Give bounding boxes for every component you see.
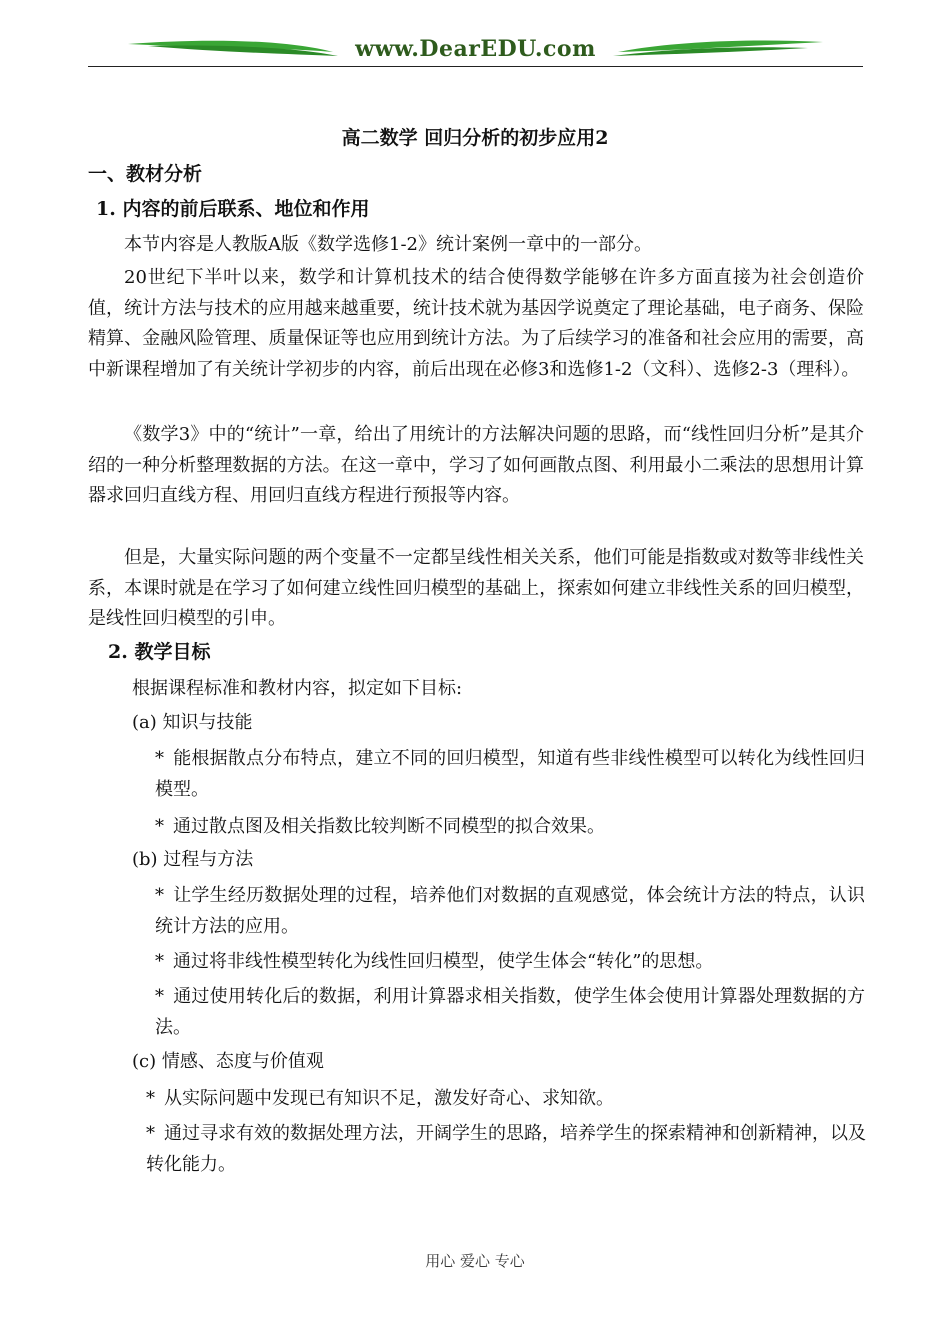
objective-b-item-2-text: 通过将非线性模型转化为线性回归模型，使学生体会“转化”的思想。 [173, 951, 714, 972]
objective-b-item-2 [155, 946, 865, 977]
objective-b-item-1 [155, 880, 865, 942]
paragraph-1-text: 本节内容是人教版A版《数学选修1-2》统计案例一章中的一部分。 [124, 234, 652, 255]
paragraph-3 [88, 420, 864, 512]
page-title: 高二数学 回归分析的初步应用2 [341, 127, 609, 149]
bullet-star: * [155, 885, 164, 906]
objective-a-item-1 [155, 743, 865, 805]
paragraph-3-text: 《数学3》中的“统计”一章，给出了用统计的方法解决问题的思路，而“线性回归分析”是其介绍的一种分析整理数据的方法。在这一章中，学习了如何画散点图、利用最小二乘法的思想用计算器求回归直线方程、用回归直线方程进行预报等内容。 [88, 424, 864, 506]
bullet-star: * [155, 816, 164, 837]
section-heading: 一、教材分析 [88, 163, 203, 185]
site-name: www.DearEDU.com [355, 36, 596, 62]
objective-a-item-2-text: 通过散点图及相关指数比较判断不同模型的拟合效果。 [173, 816, 605, 837]
bullet-star: * [155, 951, 164, 972]
bullet-star: * [146, 1088, 155, 1109]
objective-group-b-label: (b) 过程与方法 [132, 849, 254, 870]
objective-c-item-2-text: 通过寻求有效的数据处理方法，开阔学生的思路，培养学生的探索精神和创新精神，以及转化能力。 [146, 1123, 866, 1175]
objective-c-item-1-text: 从实际问题中发现已有知识不足，激发好奇心、求知欲。 [164, 1088, 614, 1109]
paragraph-2 [88, 263, 864, 385]
subsection-heading-2: 2. 教学目标 [108, 641, 211, 663]
objective-group-c-label: (c) 情感、态度与价值观 [132, 1051, 324, 1072]
paragraph-4 [88, 543, 864, 635]
bullet-star: * [155, 748, 164, 769]
objective-c-item-2 [146, 1118, 866, 1180]
paragraph-2-text: 20世纪下半叶以来，数学和计算机技术的结合使得数学能够在许多方面直接为社会创造价值，统计方法与技术的应用越来越重要，统计技术就为基因学说奠定了理论基础，电子商务、保险精算、金融风险管理、质量保证等也应用到统计方法。为了后续学习的准备和社会应用的需要，高中新课程增加了有关统计学初步的内容，前后出现在必修3和选修1-2（文科）、选修2-3（理科）。 [88, 267, 864, 380]
paragraph-1 [88, 230, 864, 261]
page-footer: 用心 爱心 专心 [425, 1252, 525, 1270]
objective-b-item-3-text: 通过使用转化后的数据，利用计算器求相关指数，使学生体会使用计算器处理数据的方法。 [155, 986, 865, 1038]
subsection-heading-1: 1. 内容的前后联系、地位和作用 [96, 198, 370, 220]
bullet-star: * [146, 1123, 155, 1144]
objective-a-item-1-text: 能根据散点分布特点，建立不同的回归模型，知道有些非线性模型可以转化为线性回归模型。 [155, 748, 865, 800]
objective-b-item-3 [155, 981, 865, 1043]
objective-c-item-1 [146, 1083, 866, 1114]
objectives-intro: 根据课程标准和教材内容，拟定如下目标: [132, 678, 463, 699]
objective-group-a-label: (a) 知识与技能 [132, 712, 253, 733]
objective-a-item-2 [155, 811, 865, 842]
paragraph-4-text: 但是，大量实际问题的两个变量不一定都呈线性相关关系，他们可能是指数或对数等非线性关系，本课时就是在学习了如何建立线性回归模型的基础上，探索如何建立非线性关系的回归模型，是线性回归模型的引申。 [88, 547, 864, 629]
objective-b-item-1-text: 让学生经历数据处理的过程，培养他们对数据的直观感觉，体会统计方法的特点，认识统计方法的应用。 [155, 885, 865, 937]
bullet-star: * [155, 986, 164, 1007]
